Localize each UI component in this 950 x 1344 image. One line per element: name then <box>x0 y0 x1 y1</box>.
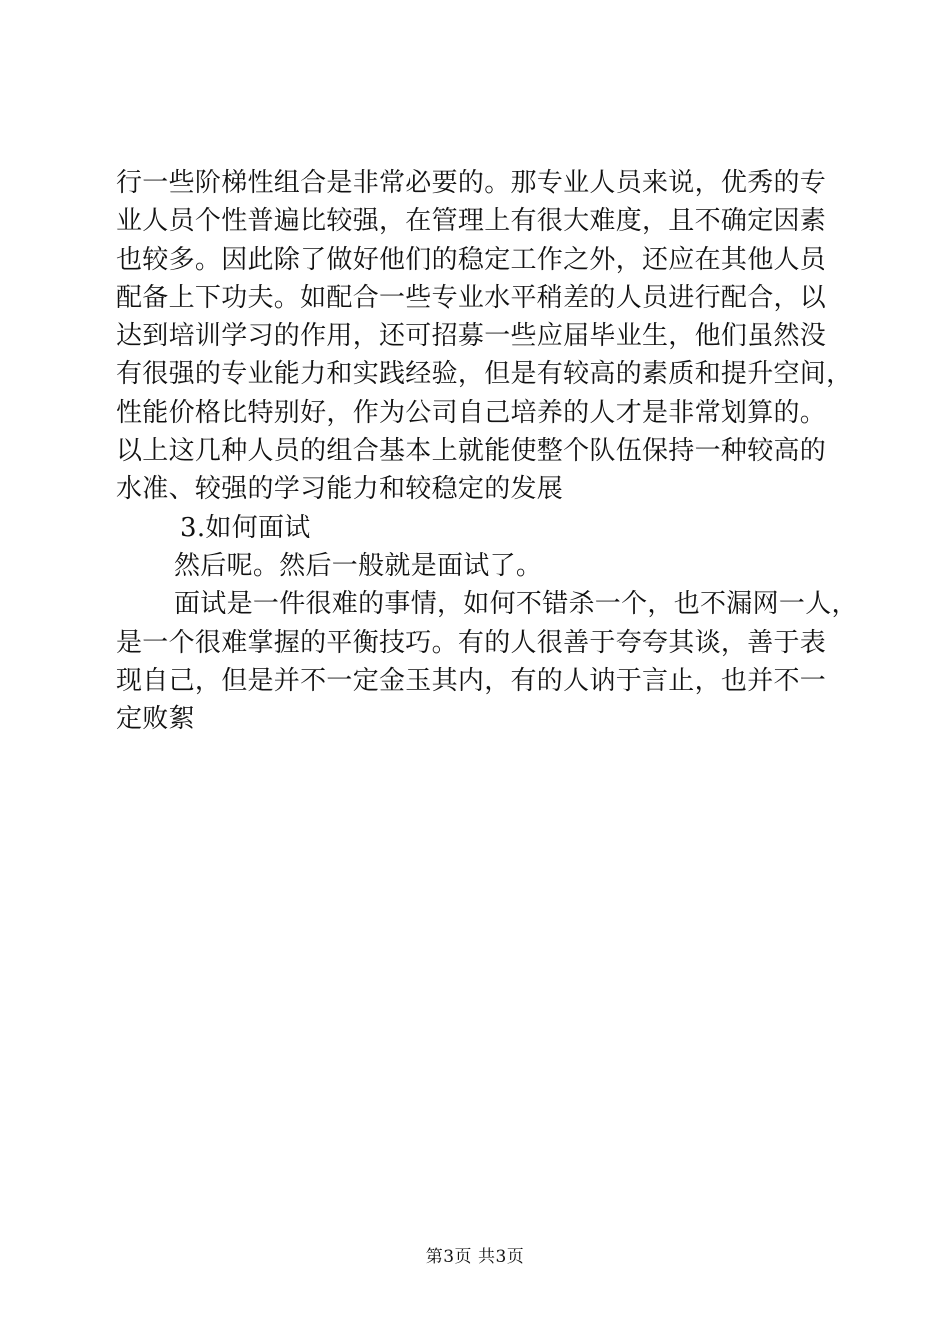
paragraph-line: 面试是一件很难的事情，如何不错杀一个，也不漏网一人， <box>174 589 858 620</box>
paragraph-line: 定败絮 <box>116 704 195 735</box>
paragraph-line: 然后呢。然后一般就是面试了。 <box>174 550 543 581</box>
paragraph-line: 业人员个性普遍比较强，在管理上有很大难度，且不确定因素 <box>116 206 827 237</box>
section-heading: 3.如何面试 <box>180 512 311 543</box>
paragraph-line: 水准、较强的学习能力和较稳定的发展 <box>116 474 564 505</box>
page-number-footer: 第3页 共3页 <box>425 1247 525 1267</box>
paragraph-line: 有很强的专业能力和实践经验，但是有较高的素质和提升空间， <box>116 359 853 390</box>
paragraph-line: 是一个很难掌握的平衡技巧。有的人很善于夸夸其谈，善于表 <box>116 627 827 658</box>
paragraph-line: 性能价格比特别好，作为公司自己培养的人才是非常划算的。 <box>116 397 827 428</box>
document-body <box>116 164 858 738</box>
paragraph-line: 以上这几种人员的组合基本上就能使整个队伍保持一种较高的 <box>116 436 827 467</box>
paragraph-line: 达到培训学习的作用，还可招募一些应届毕业生，他们虽然没 <box>116 321 827 352</box>
paragraph-line: 行一些阶梯性组合是非常必要的。那专业人员来说，优秀的专 <box>116 168 827 198</box>
paragraph-line: 也较多。因此除了做好他们的稳定工作之外，还应在其他人员 <box>116 244 827 275</box>
paragraph-line: 配备上下功夫。如配合一些专业水平稍差的人员进行配合，以 <box>116 282 827 313</box>
paragraph-line: 现自己，但是并不一定金玉其内，有的人讷于言止，也并不一 <box>116 665 827 696</box>
